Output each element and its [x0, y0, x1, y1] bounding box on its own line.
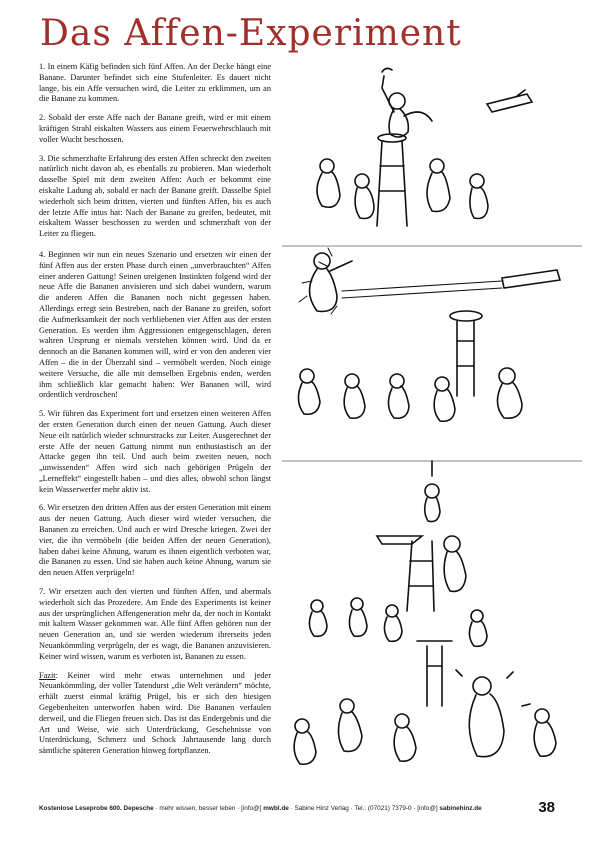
monkey-group-2 [298, 368, 522, 421]
paragraph-4: 4. Beginnen wir nun ein neues Szenario und ersetzen wir einen der fünf Affen aus der ersten Phase durch einen „unverbrauchten“ Affen einer anderen Gattung! Seinen ureigenen Instinkten folgend wird der neue Affe die Bananen anvisieren und sich dabei wundern, warum die anderen Affen die Bananen noch nicht gegessen haben. Allerdings erregt sein Bestreben, nach der Banane zu greifen, sofort die Aufmerksamkeit der noch verbliebenen vier Affen aus der ersten Generation. Es werden ihm Aggressionen entgegenschlagen, deren wahren Ursprung er niemals verstehen können wird. Und da er dennoch an die Bananen kommen will, wird er von den anderen vier Affen – die in der Überzahl sind – vermöbelt werden. Noch einige weitere Versuche, die alle mit demselben Ergebnis enden, werden ihm schließlich klar gemacht haben: Wer Bananen will, wird ordentlich verdroschen! [39, 249, 271, 400]
fire-hose-illustration [487, 90, 532, 112]
monkey-group-4 [294, 670, 556, 764]
paragraph-2: 2. Sobald der erste Affe nach der Banane greift, wird er mit einem kräftigen Strahl eiskalten Wassers aus einem Feuerwehrschlauch mit voller Wucht beschossen. [39, 113, 271, 144]
ladder-4 [417, 641, 452, 706]
ladder-illustration [377, 134, 407, 226]
paragraph-6: 6. Wir ersetzen den dritten Affen aus der ersten Generation mit einem aus der neuen Gattung. Auch dieser wird wieder versuchen, die Bananen zu erreichen. Und auch er wird Dresche kriegen. Zwei der vier, die ihn vermöbeln (die beiden Affen der neuen Generation), haben dabei keine Ahnung, warum es ihnen eigentlich verboten war, die Bananen zu essen. Und sie haben auch keine Ahnung, warum sie den neuen Affen verprügeln! [39, 503, 271, 578]
monkey-illustration [282, 66, 582, 786]
paragraph-3: 3. Die schmerzhafte Erfahrung des ersten Affen schreckt den zweiten natürlich nicht davon ab, es ebenfalls zu probieren. Man wiederholt dasselbe Spiel mit dem zweiten Affen: Auch er bekommt eine eiskalte Ladung ab, sobald er nach der Banane greift. Dasselbe Spiel wiederholt sich beim dritten, vierten und fünften Affen, bis es auch der letzte Affe intus hat: Nach der Banane zu greifen, bedeutet, mit eiskaltem Wasser beschossen zu werden und schmerzhaft von der Leiter zu fliegen. [39, 153, 271, 239]
paragraph-7: 7. Wir ersetzen auch den vierten und fünften Affen, und abermals wiederholt sich das Prozedere. Am Ende des Experiments ist keiner aus der ursprünglichen Affengeneration mehr da, der noch in Kontakt mit kaltem Wasser gekommen war. Alle fünf Affen gehören nun der neuen Generation an, und sie werden wiederum ihrerseits jeden Neuankömmling verprügeln, der es wagt, die Bananen anzuvisieren. Keiner wird wissen, warum es verboten ist, Bananen zu essen. [39, 587, 271, 661]
fire-hose-2 [502, 270, 560, 288]
monkey-hanging [425, 461, 440, 522]
page-title: Das Affen-Experiment [40, 13, 462, 54]
fazit-text: : Keiner wird mehr etwas unternehmen und jeder Neuankömmling, der voller Tatendurst „die Welt verändern“ möchte, erhält zuerst einmal kräftig Prügel, bis er sich den hiesigen Gegebenheiten unterworfen haben wird. Die Bananen verfaulen derweil, und die Fliegen freuen sich. Das ist das Endergebnis und die Art und Weise, wie sich Unterdrückung, Geschehnisse von Unterdrückung, Schmerz und Schock Jahrtausende lang durch sämtliche späteren Generation hinweg fortpflanzen. [39, 670, 271, 756]
monkey-group-1 [317, 159, 488, 219]
paragraph-1: 1. In einem Käfig befinden sich fünf Affen. An der Decke hängt eine Banane. Darunter befindet sich eine Stufenleiter. Es dauert nicht lange, bis ein Affe versuchen wird, die Leiter zu erklimmen, um an die Banane zu kommen. [39, 62, 271, 104]
monkey-group-3 [309, 536, 487, 646]
footer-slogan: · mehr wissen, besser leben · [info@] [153, 805, 264, 812]
monkey-2 [310, 253, 353, 311]
footer-publisher: · Sabine Hinz Verlag · Tel.: (07021) 7379-0 · [info@] [288, 805, 440, 812]
ladder-3 [377, 536, 434, 611]
footer-link-mwbl[interactable]: mwbl.de [263, 805, 289, 812]
paragraph-5: 5. Wir führen das Experiment fort und ersetzen einen weiteren Affen der ersten Generation durch einen der neuen Gattung. Auch dieser Neue eilt natürlich wieder schnurstracks zur Leiter. Ausgerechnet der erste Affe der neuen Gattung nimmt nun enthusiastisch an der Attacke gegen ihn teil. Und auch beim zweiten neuen, noch „unwissenden“ Affen wird sich nach gehörigen Prügeln der „Lerneffekt“ eingestellt haben – und dies alles, obwohl schon längst kein Wasserwerfer mehr aktiv ist. [39, 409, 271, 494]
banana-illustration [382, 68, 392, 72]
page-number: 38 [538, 799, 555, 816]
ladder-2 [450, 311, 482, 396]
footer [39, 805, 559, 825]
footer-publication: Kostenlose Leseprobe 600. Depesche [39, 805, 154, 812]
monkey-1 [382, 76, 432, 137]
footer-link-sabinehinz[interactable]: sabinehinz.de [439, 805, 482, 812]
article-body [39, 62, 271, 765]
fazit-label: Fazit [39, 670, 56, 680]
paragraph-fazit [39, 671, 271, 757]
